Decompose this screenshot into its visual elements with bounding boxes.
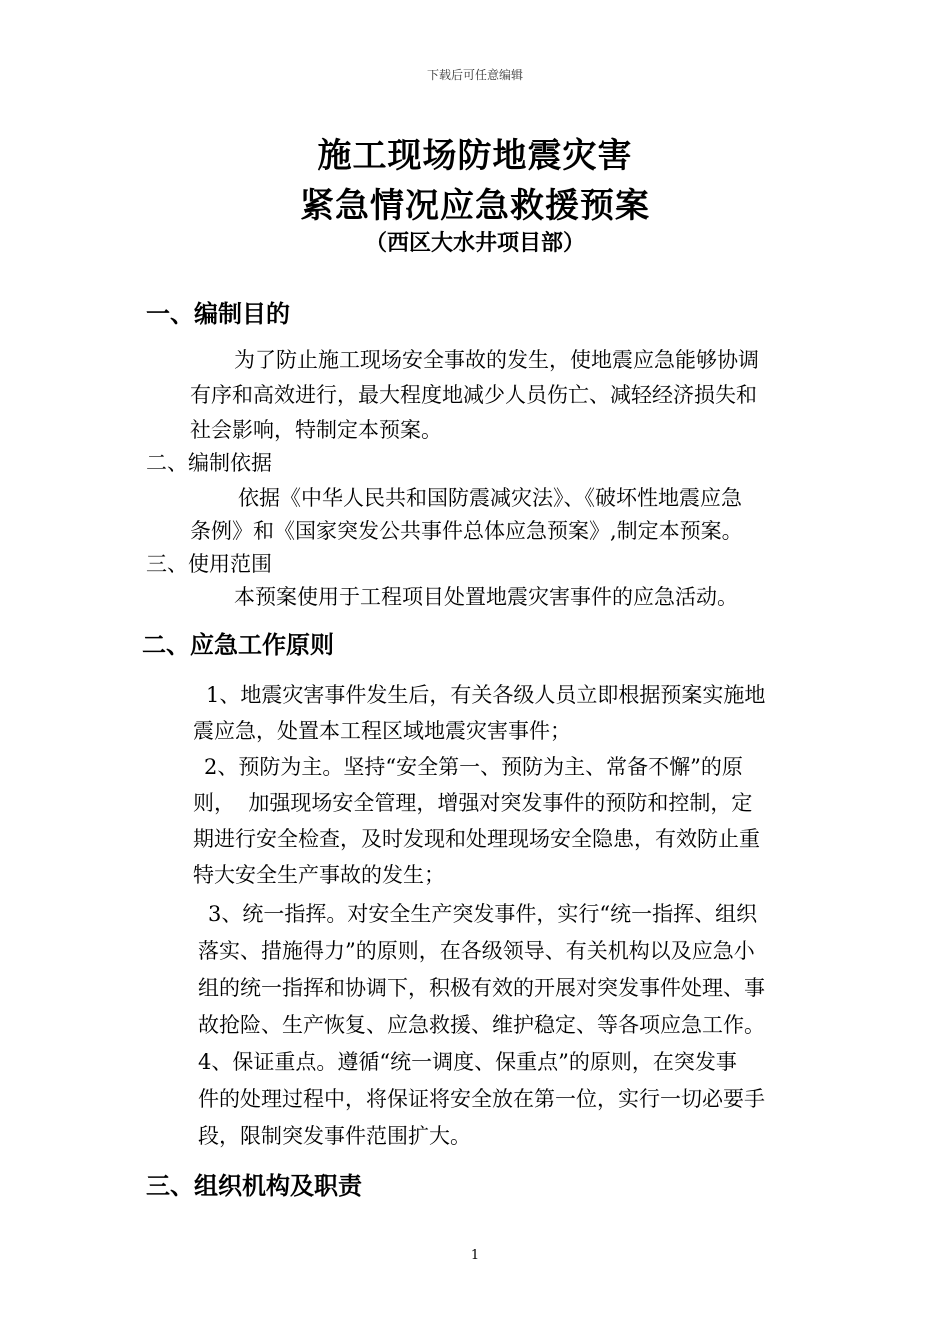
subsection-heading-basis: 二、编制依据 bbox=[146, 451, 272, 475]
paragraph-line: 有序和高效进行，最大程度地减少人员伤亡、减轻经济损失和 bbox=[190, 383, 757, 407]
list-item-line: 4、保证重点。遵循“统一调度、保重点”的原则，在突发事 bbox=[198, 1050, 737, 1074]
list-item-line: 3、统一指挥。对安全生产突发事件，实行“统一指挥、组织 bbox=[208, 902, 758, 926]
list-item-line: 段，限制突发事件范围扩大。 bbox=[198, 1124, 471, 1148]
paragraph-line: 本预案使用于工程项目处置地震灾害事件的应急活动。 bbox=[234, 585, 738, 609]
paragraph-line: 社会影响，特制定本预案。 bbox=[190, 418, 442, 442]
paragraph-line: 依据《中华人民共和国防震减灾法》、《破坏性地震应急 bbox=[238, 486, 742, 510]
page-number: 1 bbox=[470, 1248, 480, 1263]
subsection-heading-scope: 三、使用范围 bbox=[146, 552, 272, 576]
list-item-line: 故抢险、生产恢复、应急救援、维护稳定、等各项应急工作。 bbox=[198, 1013, 765, 1037]
section-heading-principles: 二、应急工作原则 bbox=[142, 631, 334, 659]
header-note: 下载后可任意编辑 bbox=[426, 68, 523, 82]
section-heading-purpose: 一、编制目的 bbox=[146, 300, 290, 328]
document-subtitle: （西区大水井项目部） bbox=[364, 231, 585, 256]
section-heading-organization: 三、组织机构及职责 bbox=[146, 1172, 362, 1200]
paragraph-line: 为了防止施工现场安全事故的发生，使地震应急能够协调 bbox=[234, 348, 759, 372]
list-item-line: 期进行安全检查，及时发现和处理现场安全隐患，有效防止重 bbox=[193, 827, 760, 851]
list-item-line: 组的统一指挥和协调下，积极有效的开展对突发事件处理、事 bbox=[198, 976, 765, 1000]
paragraph-line: 条例》和《国家突发公共事件总体应急预案》,制定本预案。 bbox=[190, 519, 743, 543]
list-item-line: 落实、措施得力”的原则，在各级领导、有关机构以及应急小 bbox=[198, 939, 755, 963]
list-item-line: 特大安全生产事故的发生； bbox=[193, 863, 445, 887]
list-item-line: 1、地震灾害事件发生后，有关各级人员立即根据预案实施地 bbox=[206, 683, 766, 707]
document-title-line-1: 施工现场防地震灾害 bbox=[317, 136, 633, 176]
list-item-line: 则， 加强现场安全管理，增强对突发事件的预防和控制，定 bbox=[193, 791, 753, 815]
list-item-line: 件的处理过程中，将保证将安全放在第一位，实行一切必要手 bbox=[198, 1087, 765, 1111]
document-title-line-2: 紧急情况应急救援预案 bbox=[300, 186, 650, 226]
list-item-line: 2、预防为主。坚持“安全第一、预防为主、常备不懈”的原 bbox=[204, 755, 743, 779]
list-item-line: 震应急，处置本工程区域地震灾害事件； bbox=[193, 719, 571, 743]
